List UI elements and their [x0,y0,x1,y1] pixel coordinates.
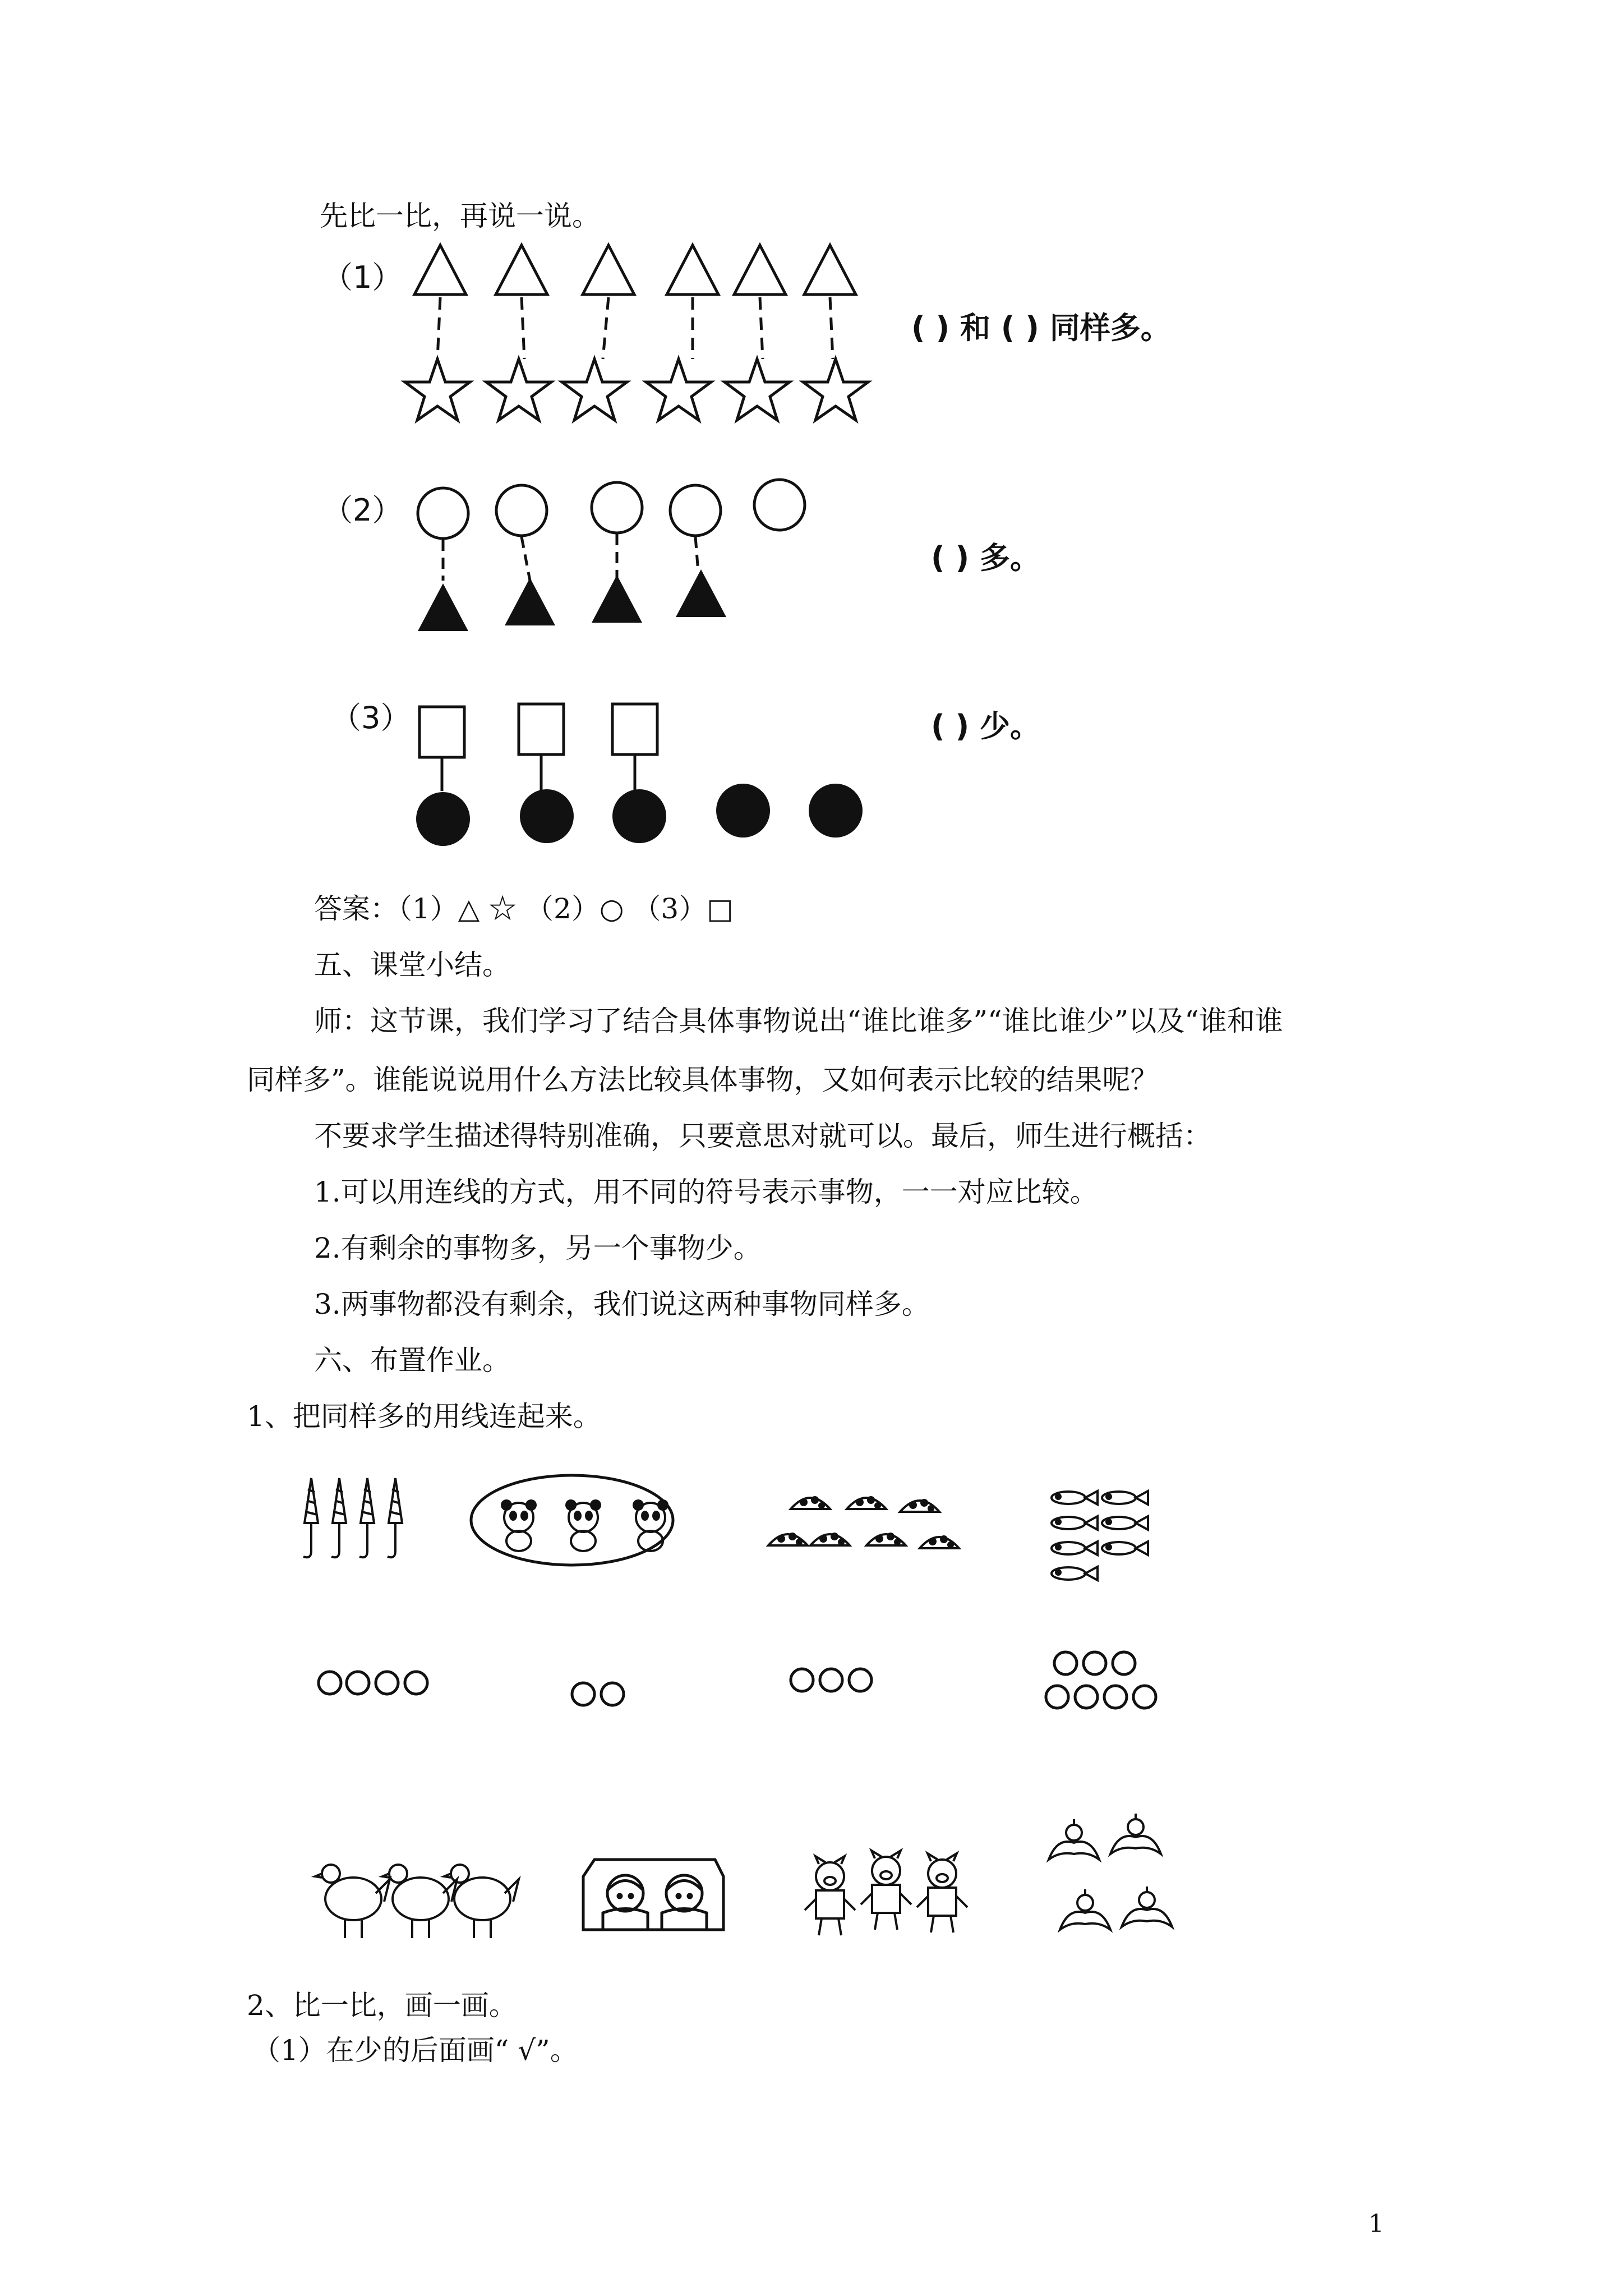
homework-heading: 六、布置作业。 [314,1344,510,1377]
item-2-label: （2） [322,493,403,528]
answer-line: 答案：（1）△ ☆ （2）○ （3）□ [314,892,734,925]
homework-question-2: 2、比一比，画一画。 [247,1989,517,2022]
item-3-label: （3） [331,700,411,735]
summary-point-3: 3.两事物都没有剩余，我们说这两种事物同样多。 [314,1288,930,1320]
page-number: 1 [1368,2210,1384,2238]
summary-point-1: 1.可以用连线的方式，用不同的符号表示事物，一一对应比较。 [314,1176,1098,1208]
summary-point-2: 2.有剩余的事物多，另一个事物少。 [314,1232,762,1264]
summary-paragraph-1-line-2: 同样多”。谁能说说用什么方法比较具体事物，又如何表示比较的结果呢？ [247,1064,1159,1096]
item-3-answer-blank: ( ) 少。 [931,708,1040,744]
mushrooms-icon [768,1497,959,1548]
exercise-title: 先比一比，再说一说。 [320,200,600,232]
item-2-circles [418,480,805,539]
summary-paragraph-2: 不要求学生描述得特别准确，只要意思对就可以。最后，师生进行概括： [314,1120,1211,1152]
circles-group-7 [1046,1652,1156,1708]
birds-icon [1049,1814,1172,1930]
summary-paragraph-1-line-1: 师：这节课，我们学习了结合具体事物说出“谁比谁多”“谁比谁少”以及“谁和谁 [314,1005,1283,1037]
homework-question-2-sub: （1）在少的后面画“ √”。 [252,2034,578,2067]
item-2-lines [443,534,698,581]
fish-icon [1052,1491,1148,1580]
circles-group-4 [319,1672,427,1694]
pandas-icon [471,1475,673,1565]
umbrellas-icon [303,1478,402,1557]
circles-group-2 [572,1683,624,1705]
item-3-lines [442,756,635,791]
homework-question-1: 1、把同样多的用线连起来。 [247,1400,601,1433]
hens-icon [315,1865,519,1938]
item-2-filled-triangles [418,569,726,631]
item-1-triangles [414,245,856,295]
item-1-dashed-lines [437,297,833,359]
item-1-stars [405,359,868,420]
pigs-icon [805,1851,967,1935]
summary-heading: 五、课堂小结。 [314,949,510,981]
item-1-label: （1） [322,260,403,295]
item-2-answer-blank: ( ) 多。 [931,540,1040,576]
item-3-filled-circles [416,784,863,846]
circles-group-3 [791,1669,872,1691]
children-icon [583,1860,723,1930]
item-1-answer-blank: ( ) 和 ( ) 同样多。 [911,310,1171,346]
item-3-squares [419,704,657,757]
